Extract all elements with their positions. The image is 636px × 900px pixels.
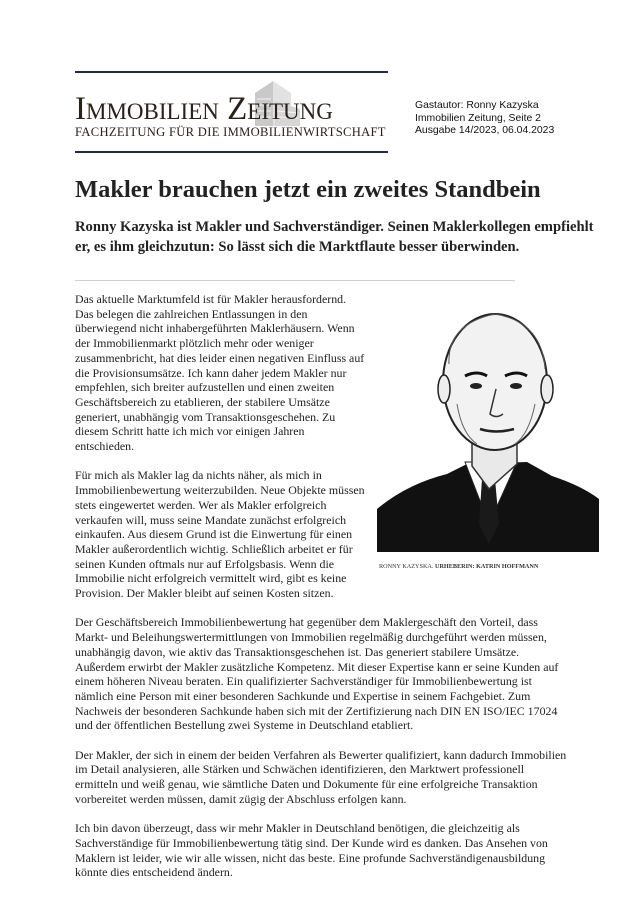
author-photo-figure [377,294,599,575]
paragraph: Für mich als Makler lag da nichts näher, als mich in Immobilienbewertung weiterzubilden. Neue Objekte müssen stets eingewertet werden. Wer als Makler erfolgreich verkaufen will, muss seine Mandate zunächst erfolgreich einkaufen. Aus diesem Grund ist die Einwertung für einen Makler außerordentlich wichtig. Schließlich arbeitet er für seinen Kunden oftmals nur auf Erfolgsbasis. Wenn die Immobilie nicht erfolgreich vermittelt wird, gibt es keine Provision. Der Makler bleibt auf seinen Kosten sitzen. [75,468,365,601]
caption-credit: URHEBERIN: KATRIN HOFFMANN [434,563,539,570]
author-portrait-image [377,294,599,552]
photo-caption [377,560,599,575]
author-line: Gastautor: Ronny Kazyska [415,100,539,111]
masthead-bottom-rule [75,151,388,153]
article-lead: Ronny Kazyska ist Makler und Sachverständiger. Seinen Maklerkollegen empfiehlt er, es ihm gleichzutun: So lässt sich die Marktflaute besser überwinden. [75,219,594,255]
article-body [75,292,567,895]
masthead [75,71,388,153]
logo [75,73,388,151]
logo-wordmark: Immobilien Zeitung [75,91,333,127]
paragraph: Ich bin davon überzeugt, dass wir mehr Makler in Deutschland benötigen, die gleichzeitig als Sachverständige für Immobilienbewertung tätig sind. Der Kunde wird es danken. Das Ansehen von Maklern ist leider, wie wir alle wissen, nicht das beste. Eine profunde Sachverständigenausbildung könnte dies entscheidend ändern. [75,821,548,880]
issue-line: Ausgabe 14/2023, 06.04.2023 [415,125,555,136]
source-line: Immobilien Zeitung, Seite 2 [415,112,541,124]
paragraph: Der Geschäftsbereich Immobilienbewertung hat gegenüber dem Maklergeschäft den Vorteil, dass Markt- und Beleihungswertermittlungen von Immobilien regelmäßig durchgeführt werden müssen, unabhängig davon, wie aktiv das Transaktionsgeschehen ist. Das generiert stabilere Umsätze. Außerdem erwirbt der Makler zusätzliche Kompetenz. Mit dieser Expertise kann er seine Kunden auf einem höheren Niveau beraten. Ein qualifizierter Sachverständiger für Immobilienbewertung ist nämlich eine Person mit einer besonderen Sachkunde und Expertise in seinem Fachgebiet. Zum Nachweis der besonderen Sachkunde haben sich mit der Zertifizierung nach DIN EN ISO/IEC 17024 und der öffentlichen Bestellung zwei Systeme in Deutschland etabliert. [75,615,559,733]
caption-name: RONNY KAZYSKA. [379,563,434,570]
logo-tagline: FACHZEITUNG FÜR DIE IMMOBILIENWIRTSCHAFT [75,125,386,139]
publication-meta [415,100,554,138]
divider [75,280,515,281]
paragraph: Das aktuelle Marktumfeld ist für Makler herausfordernd. Das belegen die zahlreichen Entlassungen in den überwiegend nicht inhabergeführten Maklerhäusern. Wenn der Immobilienmarkt plötzlich mehr oder weniger zusammenbricht, hat dies leider einen negativen Einfluss auf die Provisionsumsätze. Ich kann daher jedem Makler nur empfehlen, sich breiter aufzustellen und einen zweiten Geschäftsbereich zu etablieren, der stabilere Umsätze generiert, unabhängig vom Transaktionsgeschehen. Zu diesem Schritt hatte ich mich vor einigen Jahren entschieden. [75,292,365,454]
article-title: Makler brauchen jetzt ein zweites Standbein [75,176,541,203]
paragraph: Der Makler, der sich in einem der beiden Verfahren als Bewerter qualifiziert, kann dadurch Immobilien im Detail analysieren, alle Stärken und Schwächen identifizieren, den Marktwert professionell ermitteln und weiß genau, wie sämtliche Daten und Dokumente für eine erfolgreiche Transaktion vorbereitet werden müssen, damit zügig der Abschluss erfolgen kann. [75,747,567,806]
